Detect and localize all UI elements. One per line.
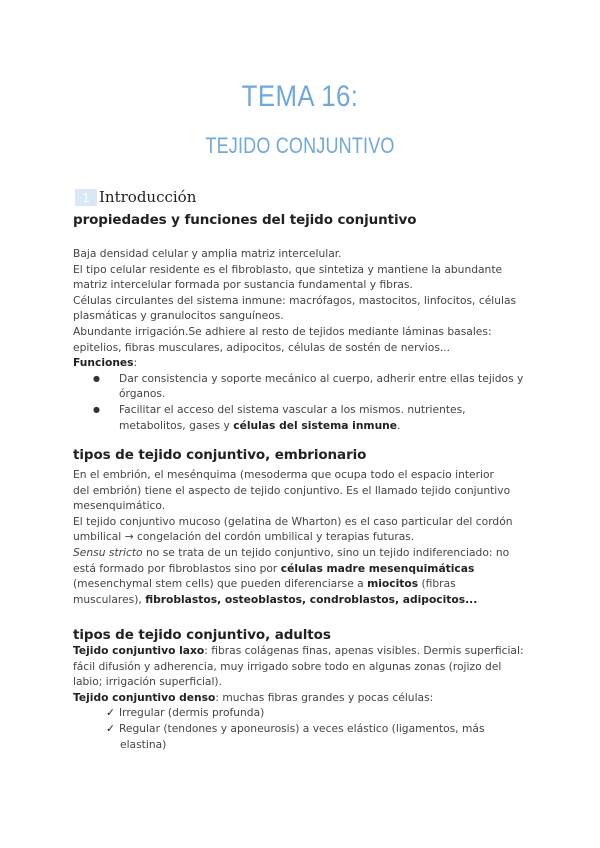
check-item: ✓ Regular (tendones y aponeurosis) a veces elástico (ligamentos, más — [106, 721, 485, 735]
text-line: En el embrión, el mesénquima (mesoderma que ocupa todo el espacio interior — [73, 468, 494, 481]
text-line: Células circulantes del sistema inmune: macrófagos, mastocitos, linfocitos, células — [73, 293, 517, 307]
text-line: matriz intercelular formada por sustancia fundamental y fibras. — [73, 278, 413, 292]
functions-label: Funciones — [73, 356, 134, 370]
text-line: está formado por fibroblastos sino por células madre mesenquimáticas — [73, 561, 475, 575]
functions-line: Funciones: — [73, 356, 138, 370]
adult-paragraph — [73, 643, 543, 752]
topic-title: TEMA 16: — [241, 80, 359, 113]
text-line: (mesenchymal stem cells) que pueden diferenciarse a miocitos (fibras — [73, 577, 456, 591]
text-line: Baja densidad celular y amplia matriz intercelular. — [73, 247, 342, 260]
text-line: epitelios, fibras musculares, adipocitos, células de sostén de nervios... — [73, 340, 451, 354]
list-item: ● Dar consistencia y soporte mecánico al cuerpo, adherir entre ellas tejidos y órganos. — [73, 371, 543, 402]
functions-list — [73, 371, 543, 433]
text-line: Tejido conjuntivo denso: muchas fibras grandes y pocas células: — [73, 690, 434, 704]
text-line: labio; irrigación superficial). — [73, 675, 222, 689]
text-line: El tejido conjuntivo mucoso (gelatina de Wharton) es el caso particular del cordón — [73, 514, 513, 528]
check-item: ✓ Irregular (dermis profunda) — [106, 706, 265, 720]
embryonic-paragraph — [73, 467, 543, 607]
check-icon: ✓ — [106, 706, 115, 720]
text-line: plasmáticas y granulocitos sanguíneos. — [73, 309, 284, 323]
text-line: umbilical → congelación del cordón umbilical y terapias futuras. — [73, 530, 415, 544]
check-icon: ✓ — [106, 721, 115, 735]
properties-paragraph — [73, 246, 543, 433]
topic-subtitle: TEJIDO CONJUNTIVO — [205, 133, 395, 158]
text-line: fácil difusión y adherencia, muy irrigado sobre todo en algunas zonas (rojizo del — [73, 659, 502, 673]
check-item-continuation: elastina) — [120, 737, 167, 751]
heading-adult: tipos de tejido conjuntivo, adultos — [73, 627, 331, 643]
section-title: Introducción — [99, 188, 197, 206]
text-line: del embrión) tiene el aspecto de tejido conjuntivo. Es el llamado tejido conjuntivo — [73, 483, 511, 497]
heading-embryonic: tipos de tejido conjuntivo, embrionario — [73, 447, 367, 463]
list-item: ● Facilitar el acceso del sistema vascular a los mismos. nutrientes, metabolitos, gases y células del sistema inmune. — [73, 402, 543, 433]
text-line: musculares), fibroblastos, osteoblastos, condroblastos, adipocitos... — [73, 592, 478, 606]
text-line: Sensu stricto no se trata de un tejido conjuntivo, sino un tejido indiferenciado: no — [73, 545, 510, 559]
heading-properties: propiedades y funciones del tejido conjuntivo — [73, 212, 417, 228]
text-line: Abundante irrigación.Se adhiere al resto de tejidos mediante láminas basales: — [73, 324, 492, 338]
section-number: 1 — [75, 189, 97, 206]
text-line: Tejido conjuntivo laxo: fibras colágenas finas, apenas visibles. Dermis superficial: — [73, 644, 524, 657]
section-heading — [75, 188, 196, 206]
text-line: mesenquimático. — [73, 499, 166, 513]
text-line: El tipo celular residente es el fibroblasto, que sintetiza y mantiene la abundante — [73, 262, 503, 276]
